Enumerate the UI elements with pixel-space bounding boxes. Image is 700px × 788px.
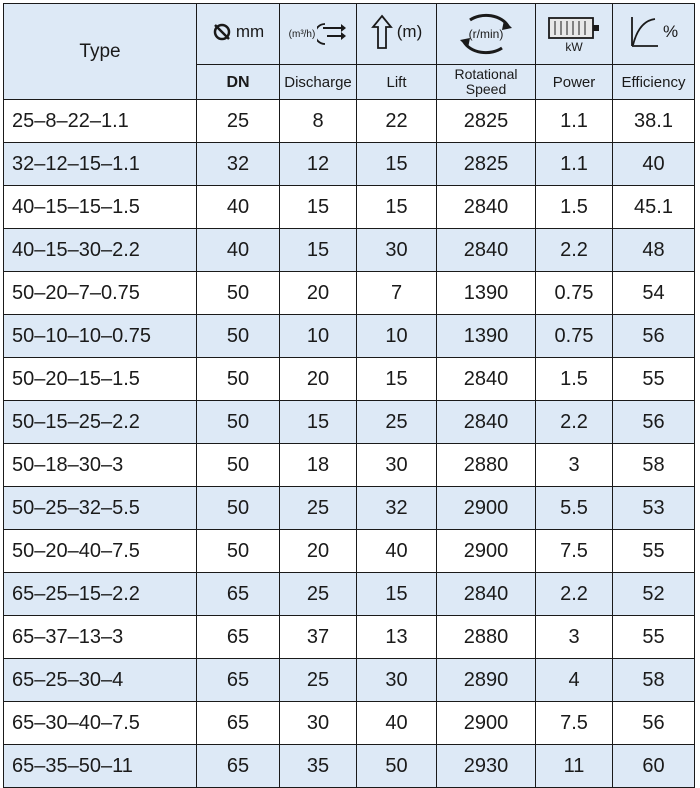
- table-row: [4, 530, 695, 573]
- lift-cell: 15: [357, 186, 437, 229]
- power-cell: 2.2: [536, 573, 613, 616]
- dn-label: DN: [197, 65, 280, 100]
- lift-cell: 22: [357, 100, 437, 143]
- table-row: [4, 401, 695, 444]
- discharge-cell: 35: [280, 745, 357, 788]
- lift-cell: 10: [357, 315, 437, 358]
- power-cell: 1.1: [536, 100, 613, 143]
- type-cell: 25–8–22–1.1: [4, 100, 197, 143]
- discharge-cell: 10: [280, 315, 357, 358]
- lift-cell: 32: [357, 487, 437, 530]
- discharge-cell: 20: [280, 272, 357, 315]
- table-row: [4, 702, 695, 745]
- dn-icon-cell: [197, 4, 280, 65]
- dn-cell: 40: [197, 229, 280, 272]
- lift-cell: 13: [357, 616, 437, 659]
- discharge-cell: 15: [280, 186, 357, 229]
- dn-cell: 50: [197, 444, 280, 487]
- speed-cell: 1390: [437, 315, 536, 358]
- efficiency-cell: 56: [613, 315, 695, 358]
- type-cell: 50–20–40–7.5: [4, 530, 197, 573]
- dn-cell: 50: [197, 401, 280, 444]
- lift-cell: 40: [357, 702, 437, 745]
- efficiency-cell: 58: [613, 444, 695, 487]
- dn-cell: 50: [197, 315, 280, 358]
- speed-cell: 2880: [437, 444, 536, 487]
- dn-cell: 50: [197, 487, 280, 530]
- table-row: [4, 100, 695, 143]
- lift-cell: 15: [357, 573, 437, 616]
- dn-cell: 65: [197, 616, 280, 659]
- type-cell: 50–20–7–0.75: [4, 272, 197, 315]
- speed-cell: 2840: [437, 401, 536, 444]
- type-cell: 50–25–32–5.5: [4, 487, 197, 530]
- table-row: [4, 573, 695, 616]
- dn-cell: 25: [197, 100, 280, 143]
- power-cell: 0.75: [536, 272, 613, 315]
- lift-icon-cell: [357, 4, 437, 65]
- dn-cell: 65: [197, 659, 280, 702]
- speed-icon-cell: [437, 4, 536, 65]
- efficiency-cell: 55: [613, 358, 695, 401]
- speed-cell: 2840: [437, 358, 536, 401]
- discharge-cell: 25: [280, 659, 357, 702]
- type-header: Type: [4, 4, 197, 100]
- up-arrow-icon: [371, 14, 393, 50]
- table-row: [4, 186, 695, 229]
- efficiency-cell: 56: [613, 702, 695, 745]
- table-row: [4, 229, 695, 272]
- table-row: [4, 143, 695, 186]
- power-cell: 3: [536, 444, 613, 487]
- speed-cell: 2840: [437, 186, 536, 229]
- efficiency-cell: 48: [613, 229, 695, 272]
- type-cell: 40–15–15–1.5: [4, 186, 197, 229]
- table-row: [4, 745, 695, 788]
- table-row: [4, 659, 695, 702]
- discharge-cell: 18: [280, 444, 357, 487]
- power-cell: 7.5: [536, 702, 613, 745]
- power-cell: 1.5: [536, 358, 613, 401]
- dn-cell: 65: [197, 702, 280, 745]
- speed-cell: 2880: [437, 616, 536, 659]
- type-cell: 50–15–25–2.2: [4, 401, 197, 444]
- discharge-cell: 15: [280, 229, 357, 272]
- efficiency-cell: 45.1: [613, 186, 695, 229]
- lift-cell: 15: [357, 358, 437, 401]
- power-cell: 1.5: [536, 186, 613, 229]
- type-cell: 65–30–40–7.5: [4, 702, 197, 745]
- efficiency-cell: 38.1: [613, 100, 695, 143]
- dn-cell: 32: [197, 143, 280, 186]
- lift-cell: 50: [357, 745, 437, 788]
- efficiency-curve-icon: [629, 15, 659, 49]
- discharge-unit: (m³/h): [288, 28, 316, 40]
- table-row: [4, 272, 695, 315]
- power-icon-cell: [536, 4, 613, 65]
- speed-cell: 2900: [437, 702, 536, 745]
- diameter-icon: [212, 22, 232, 42]
- speed-cell: 1390: [437, 272, 536, 315]
- dn-cell: 65: [197, 745, 280, 788]
- efficiency-unit: %: [662, 21, 679, 41]
- speed-cell: 2825: [437, 143, 536, 186]
- dn-cell: 50: [197, 358, 280, 401]
- type-cell: 65–37–13–3: [4, 616, 197, 659]
- dn-cell: 65: [197, 573, 280, 616]
- table-row: [4, 616, 695, 659]
- table-row: [4, 487, 695, 530]
- type-cell: 65–35–50–11: [4, 745, 197, 788]
- power-cell: 7.5: [536, 530, 613, 573]
- power-cell: 5.5: [536, 487, 613, 530]
- power-unit: kW: [565, 40, 583, 54]
- discharge-cell: 8: [280, 100, 357, 143]
- flow-icon: [317, 20, 347, 48]
- discharge-cell: 20: [280, 358, 357, 401]
- lift-cell: 30: [357, 444, 437, 487]
- table-row: [4, 315, 695, 358]
- efficiency-cell: 53: [613, 487, 695, 530]
- dn-cell: 40: [197, 186, 280, 229]
- discharge-cell: 37: [280, 616, 357, 659]
- power-cell: 0.75: [536, 315, 613, 358]
- power-label: Power: [536, 65, 613, 100]
- lift-cell: 25: [357, 401, 437, 444]
- header-icon-row: [4, 4, 695, 65]
- motor-icon: [547, 15, 601, 41]
- speed-cell: 2840: [437, 573, 536, 616]
- lift-cell: 30: [357, 659, 437, 702]
- type-cell: 50–18–30–3: [4, 444, 197, 487]
- dn-cell: 50: [197, 530, 280, 573]
- discharge-icon-cell: [280, 4, 357, 65]
- power-cell: 2.2: [536, 229, 613, 272]
- efficiency-cell: 55: [613, 616, 695, 659]
- efficiency-cell: 56: [613, 401, 695, 444]
- lift-cell: 40: [357, 530, 437, 573]
- speed-cell: 2900: [437, 487, 536, 530]
- efficiency-cell: 40: [613, 143, 695, 186]
- discharge-label: Discharge: [280, 65, 357, 100]
- discharge-cell: 25: [280, 487, 357, 530]
- type-cell: 32–12–15–1.1: [4, 143, 197, 186]
- efficiency-cell: 60: [613, 745, 695, 788]
- efficiency-icon-cell: [613, 4, 695, 65]
- lift-unit: (m): [396, 21, 423, 41]
- dn-unit: mm: [235, 21, 265, 41]
- speed-cell: 2930: [437, 745, 536, 788]
- table-body: [4, 100, 695, 788]
- power-cell: 2.2: [536, 401, 613, 444]
- efficiency-cell: 52: [613, 573, 695, 616]
- power-cell: 4: [536, 659, 613, 702]
- power-cell: 11: [536, 745, 613, 788]
- discharge-cell: 25: [280, 573, 357, 616]
- type-cell: 50–10–10–0.75: [4, 315, 197, 358]
- discharge-cell: 20: [280, 530, 357, 573]
- speed-cell: 2900: [437, 530, 536, 573]
- lift-cell: 15: [357, 143, 437, 186]
- type-cell: 40–15–30–2.2: [4, 229, 197, 272]
- discharge-cell: 15: [280, 401, 357, 444]
- efficiency-cell: 58: [613, 659, 695, 702]
- type-cell: 50–20–15–1.5: [4, 358, 197, 401]
- type-cell: 65–25–15–2.2: [4, 573, 197, 616]
- speed-cell: 2890: [437, 659, 536, 702]
- pump-spec-table: [3, 3, 695, 788]
- speed-cell: 2825: [437, 100, 536, 143]
- power-cell: 3: [536, 616, 613, 659]
- speed-label: Rotational Speed: [437, 65, 536, 100]
- speed-cell: 2840: [437, 229, 536, 272]
- speed-unit: (r/min): [468, 27, 504, 41]
- efficiency-cell: 55: [613, 530, 695, 573]
- table-row: [4, 358, 695, 401]
- type-cell: 65–25–30–4: [4, 659, 197, 702]
- discharge-cell: 12: [280, 143, 357, 186]
- lift-cell: 7: [357, 272, 437, 315]
- dn-cell: 50: [197, 272, 280, 315]
- lift-cell: 30: [357, 229, 437, 272]
- efficiency-cell: 54: [613, 272, 695, 315]
- lift-label: Lift: [357, 65, 437, 100]
- table-row: [4, 444, 695, 487]
- discharge-cell: 30: [280, 702, 357, 745]
- power-cell: 1.1: [536, 143, 613, 186]
- efficiency-label: Efficiency: [613, 65, 695, 100]
